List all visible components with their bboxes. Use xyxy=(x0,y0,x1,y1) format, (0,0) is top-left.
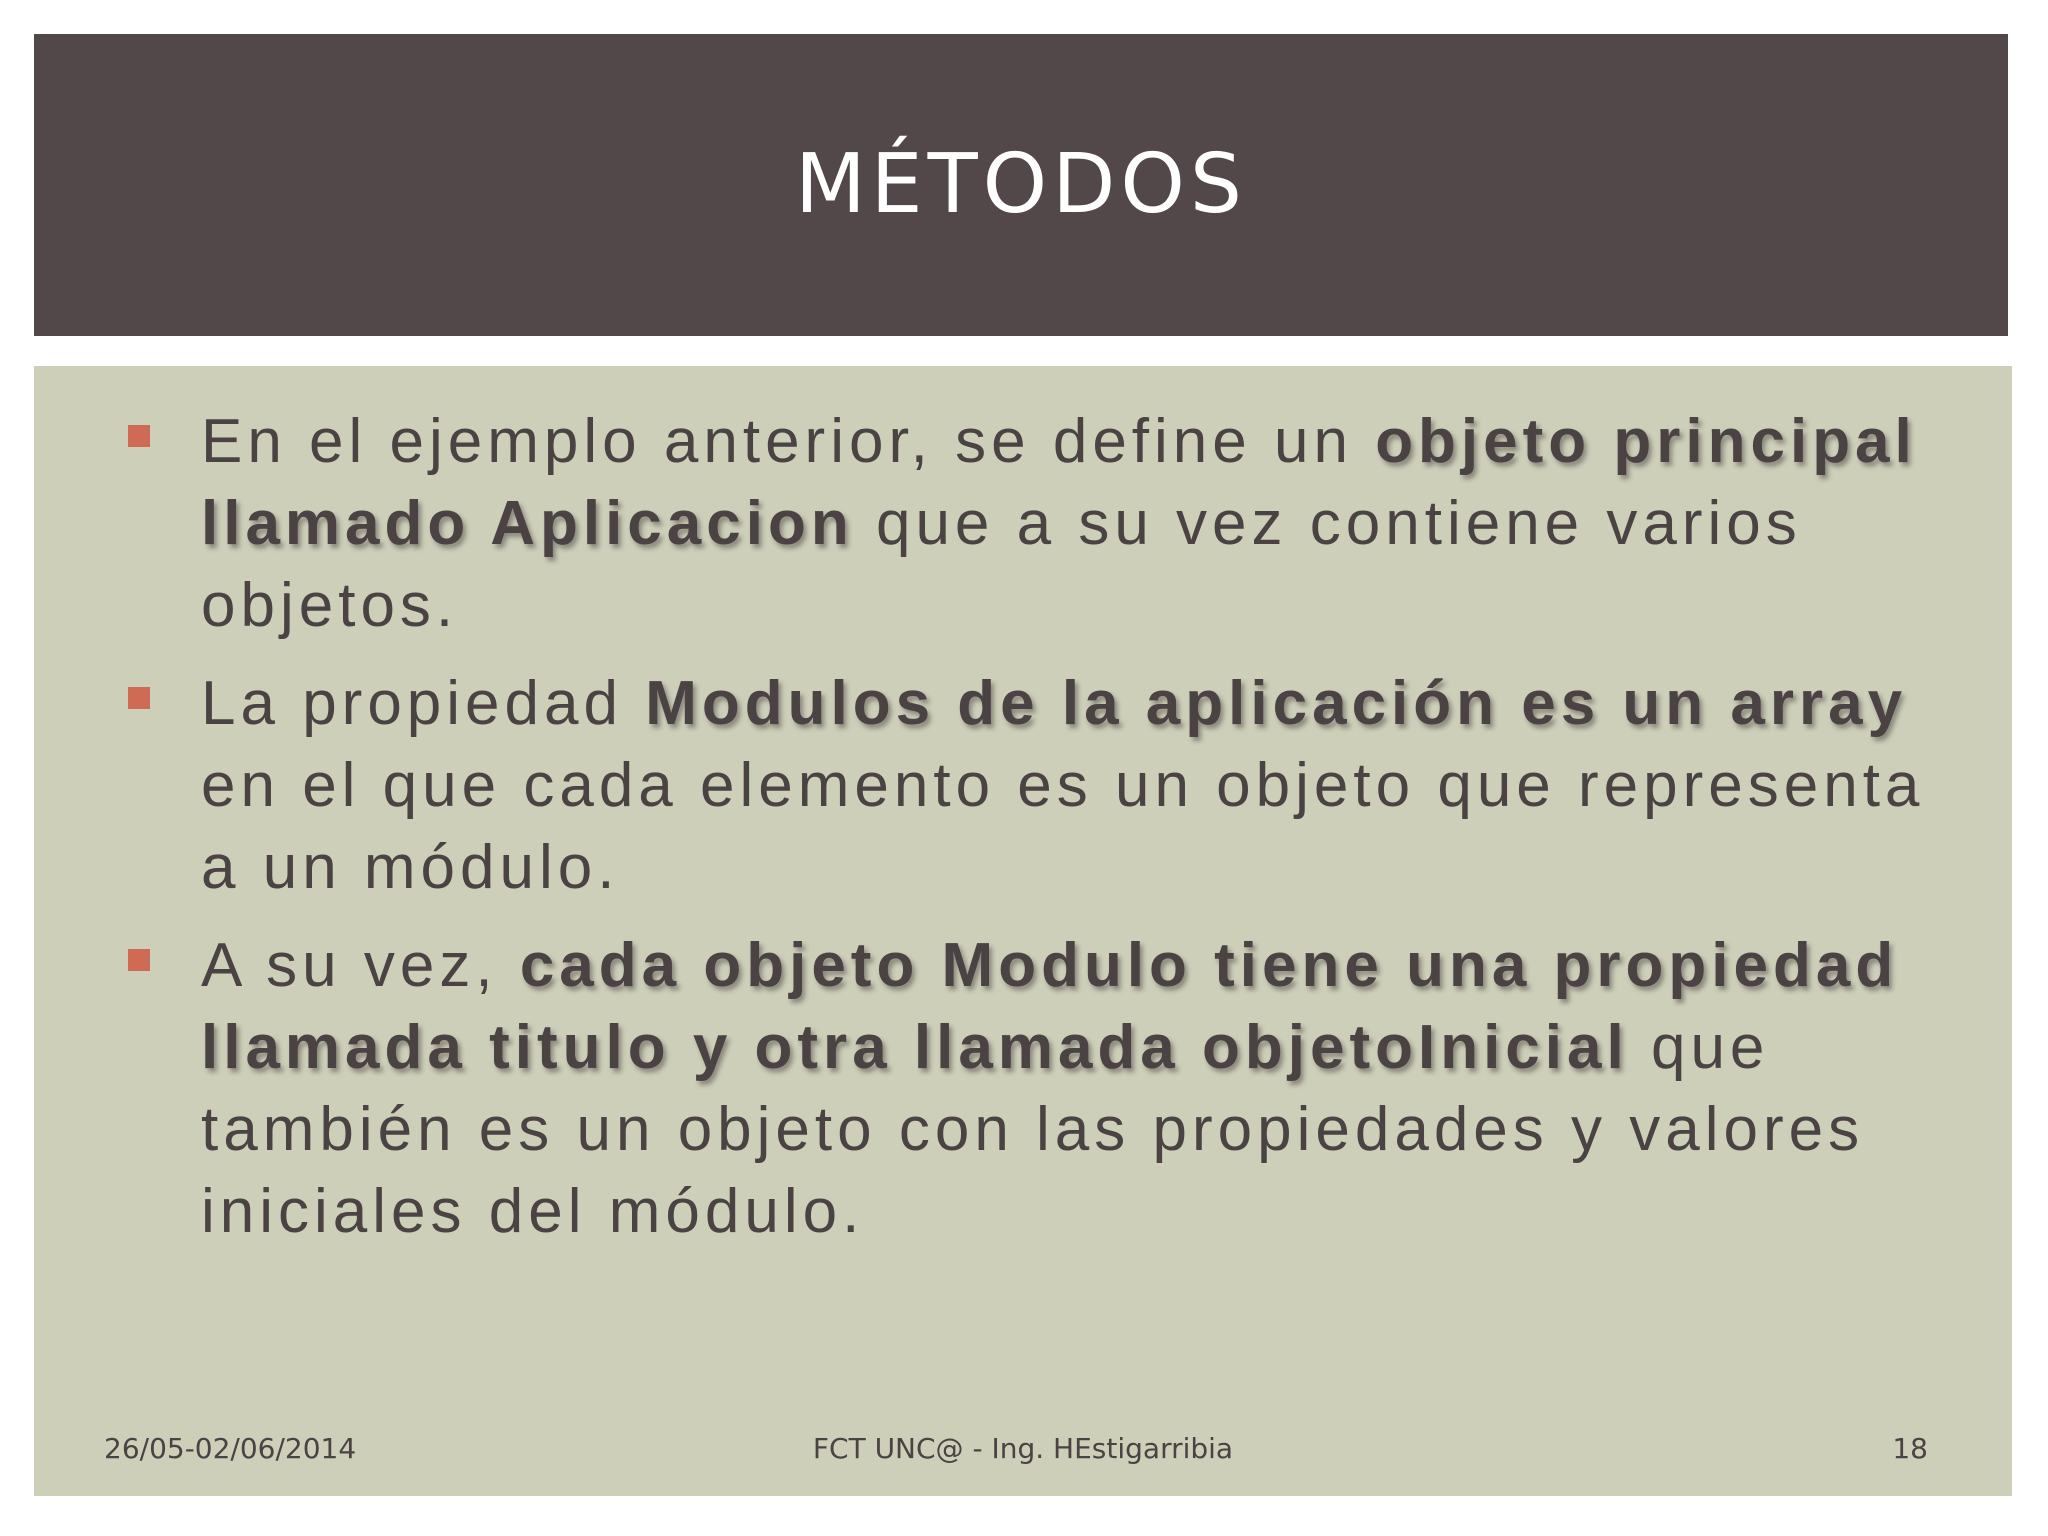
slide-title: MÉTODOS xyxy=(795,136,1247,232)
content-panel xyxy=(34,366,2012,1496)
bullet-list xyxy=(122,401,1982,1269)
page-number: 18 xyxy=(1892,1432,1928,1465)
square-bullet-icon xyxy=(128,949,150,971)
bullet-text: que también es un objeto con las propiedades y valores iniciales del módulo. xyxy=(201,1013,1865,1246)
bullet-item xyxy=(122,663,1982,909)
bullet-item xyxy=(122,925,1982,1253)
footer-date: 26/05-02/06/2014 xyxy=(104,1432,357,1465)
title-bar xyxy=(34,34,2008,336)
bullet-text: A su vez, xyxy=(201,931,520,1000)
bullet-emphasis: cada objeto Modulo tiene una propiedad llamada titulo y otra llamada objetoInicial xyxy=(201,931,1899,1082)
bullet-text: que a su vez contiene varios objetos. xyxy=(201,489,1802,640)
footer-author: FCT UNC@ - Ing. HEstigarribia xyxy=(812,1432,1234,1465)
slide-footer xyxy=(34,1432,2012,1468)
bullet-emphasis: objeto principal llamado Aplicacion xyxy=(201,407,1917,558)
bullet-text: La propiedad xyxy=(201,669,646,738)
bullet-item xyxy=(122,401,1982,647)
square-bullet-icon xyxy=(128,425,150,447)
bullet-text: En el ejemplo anterior, se define un xyxy=(201,407,1376,476)
bullet-text: en el que cada elemento es un objeto que representa a un módulo. xyxy=(201,751,1925,902)
bullet-emphasis: Modulos de la aplicación es un array xyxy=(645,669,1908,738)
square-bullet-icon xyxy=(128,687,150,709)
